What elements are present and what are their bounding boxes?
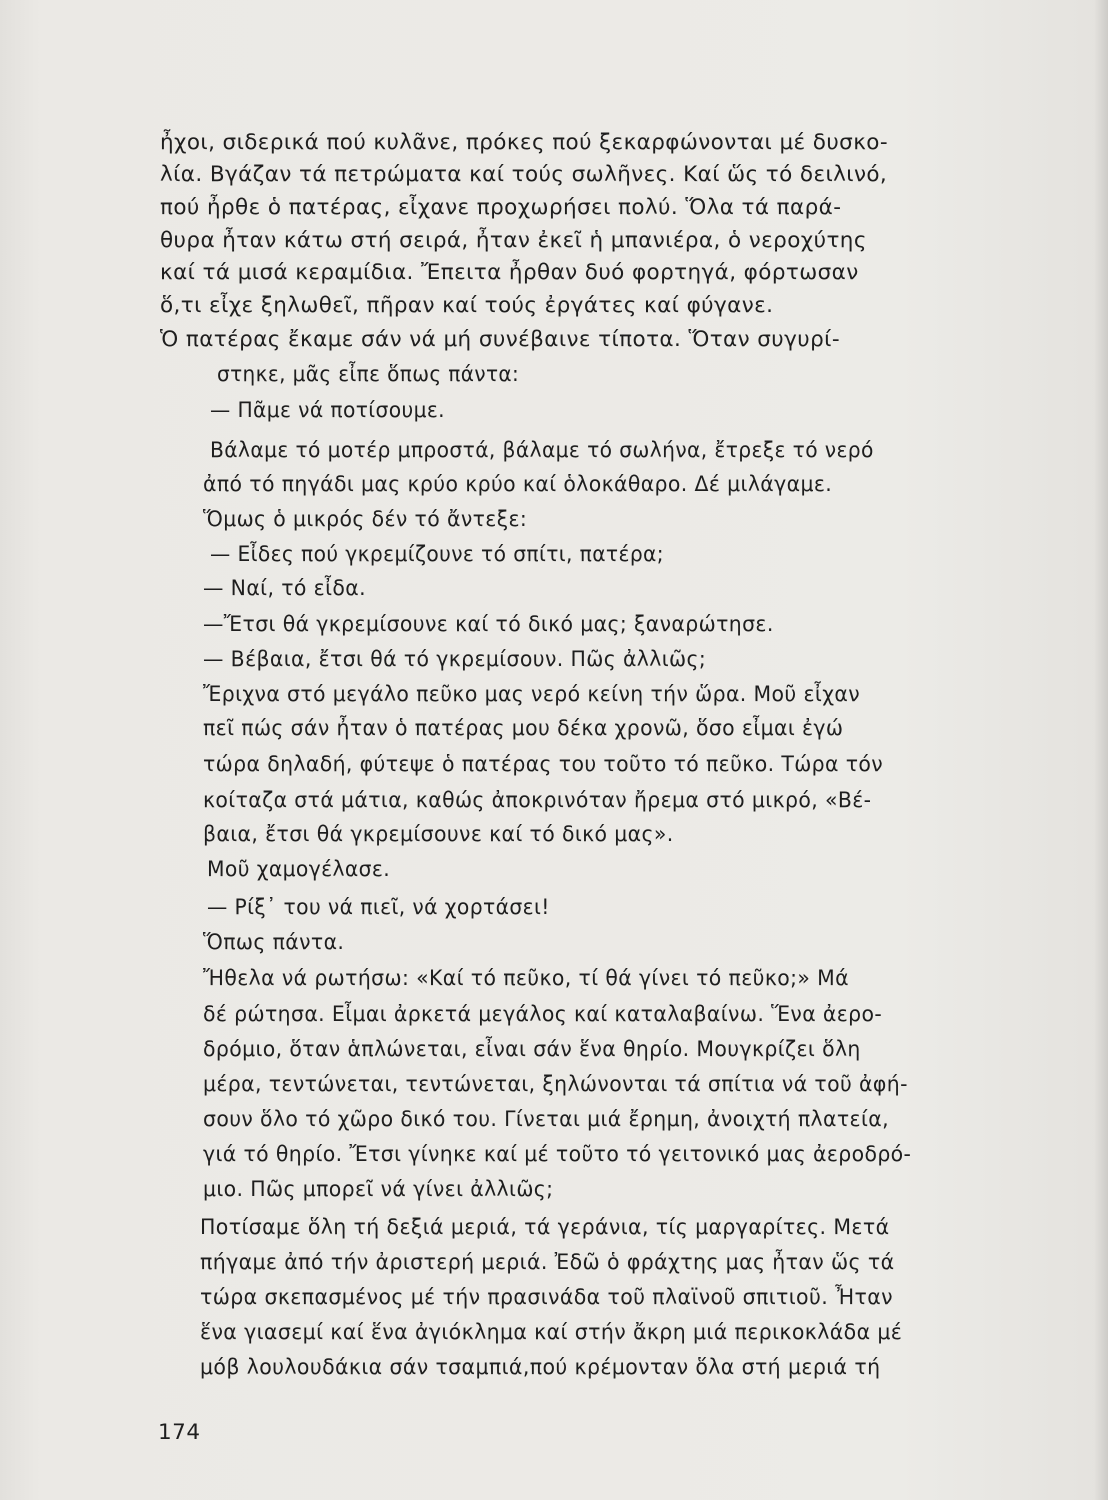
text-line: πήγαμε ἀπό τήν ἀριστερή μεριά. Ἐδῶ ὁ φράχτης μας ἦταν ὥς τά <box>200 1250 895 1275</box>
text-line: λία. Βγάζαν τά πετρώματα καί τούς σωλῆνες. Καί ὥς τό δειλινό, <box>160 162 888 187</box>
page-number: 174 <box>158 1420 201 1445</box>
text-line: πεῖ πώς σάν ἦταν ὁ πατέρας μου δέκα χρονῶ, ὅσο εἶμαι ἐγώ <box>203 716 844 741</box>
text-line: καί τά μισά κεραμίδια. Ἔπειτα ἦρθαν δυό φορτηγά, φόρτωσαν <box>160 260 859 285</box>
text-line: μόβ λουλουδάκια σάν τσαμπιά,πού κρέμονταν ὅλα στή μεριά τή <box>200 1355 881 1380</box>
text-line: θυρα ἦταν κάτω στή σειρά, ἦταν ἐκεῖ ἡ μπανιέρα, ὁ νεροχύτης <box>160 228 867 253</box>
text-line: Ποτίσαμε ὅλη τή δεξιά μεριά, τά γεράνια, τίς μαργαρίτες. Μετά <box>200 1215 890 1240</box>
text-line: κοίταζα στά μάτια, καθώς ἀποκρινόταν ἤρεμα στό μικρό, «Βέ- <box>203 788 872 813</box>
text-line: — Ρίξ᾽ του νά πιεῖ, νά χορτάσει! <box>207 895 550 920</box>
text-line: — Εἶδες πού γκρεμίζουνε τό σπίτι, πατέρα; <box>210 542 664 567</box>
text-line: δρόμιο, ὅταν ἁπλώνεται, εἶναι σάν ἕνα θηρίο. Μουγκρίζει ὅλη <box>203 1037 861 1062</box>
text-line: ὅ,τι εἶχε ξηλωθεῖ, πῆραν καί τούς ἐργάτες καί φύγανε. <box>160 293 774 318</box>
text-line: τώρα δηλαδή, φύτεψε ὁ πατέρας του τοῦτο τό πεῦκο. Τώρα τόν <box>203 752 884 777</box>
text-line: Ἤθελα νά ρωτήσω: «Καί τό πεῦκο, τί θά γίνει τό πεῦκο;» Μά <box>203 966 849 991</box>
text-line: Ὁ πατέρας ἔκαμε σάν νά μή συνέβαινε τίποτα. Ὅταν συγυρί- <box>160 327 840 352</box>
text-line: — Ναί, τό εἶδα. <box>203 576 366 601</box>
text-line: —Ἔτσι θά γκρεμίσουνε καί τό δικό μας; ξαναρώτησε. <box>203 612 774 637</box>
text-line: — Βέβαια, ἔτσι θά τό γκρεμίσουν. Πῶς ἀλλιῶς; <box>203 647 707 672</box>
text-line: στηκε, μᾶς εἶπε ὅπως πάντα: <box>217 362 520 387</box>
text-line: Ὅπως πάντα. <box>203 930 345 955</box>
text-line: μιο. Πῶς μπορεῖ νά γίνει ἀλλιῶς; <box>203 1177 554 1202</box>
text-line: ἕνα γιασεμί καί ἕνα ἀγιόκλημα καί στήν ἄκρη μιά περικοκλάδα μέ <box>200 1320 903 1345</box>
text-line: Βάλαμε τό μοτέρ μπροστά, βάλαμε τό σωλήνα, ἔτρεξε τό νερό <box>210 438 874 463</box>
text-line: Ἔριχνα στό μεγάλο πεῦκο μας νερό κείνη τήν ὥρα. Μοῦ εἶχαν <box>203 682 861 707</box>
text-line: Μοῦ χαμογέλασε. <box>207 857 391 882</box>
text-line: σουν ὅλο τό χῶρο δικό του. Γίνεται μιά ἔρημη, ἀνοιχτή πλατεία, <box>203 1107 889 1132</box>
text-line: βαια, ἔτσι θά γκρεμίσουνε καί τό δικό μας». <box>203 822 674 847</box>
text-line: — Πᾶμε νά ποτίσουμε. <box>210 398 446 423</box>
text-line: πού ἦρθε ὁ πατέρας, εἶχανε προχωρήσει πολύ. Ὅλα τά παρά- <box>160 195 842 220</box>
text-line: τώρα σκεπασμένος μέ τήν πρασινάδα τοῦ πλαϊνοῦ σπιτιοῦ. Ἦταν <box>200 1285 894 1310</box>
text-line: Ὅμως ὁ μικρός δέν τό ἄντεξε: <box>203 507 528 532</box>
text-line: ἀπό τό πηγάδι μας κρύο κρύο καί ὁλοκάθαρο. Δέ μιλάγαμε. <box>203 472 833 497</box>
text-line: δέ ρώτησα. Εἶμαι ἀρκετά μεγάλος καί καταλαβαίνω. Ἕνα ἀερο- <box>203 1002 883 1027</box>
text-line: μέρα, τεντώνεται, τεντώνεται, ξηλώνονται τά σπίτια νά τοῦ ἀφή- <box>203 1072 908 1097</box>
text-line: ἦχοι, σιδερικά πού κυλᾶνε, πρόκες πού ξεκαρφώνονται μέ δυσκο- <box>160 130 888 155</box>
text-line: γιά τό θηρίο. Ἔτσι γίνηκε καί μέ τοῦτο τό γειτονικό μας ἀεροδρό- <box>203 1142 912 1167</box>
